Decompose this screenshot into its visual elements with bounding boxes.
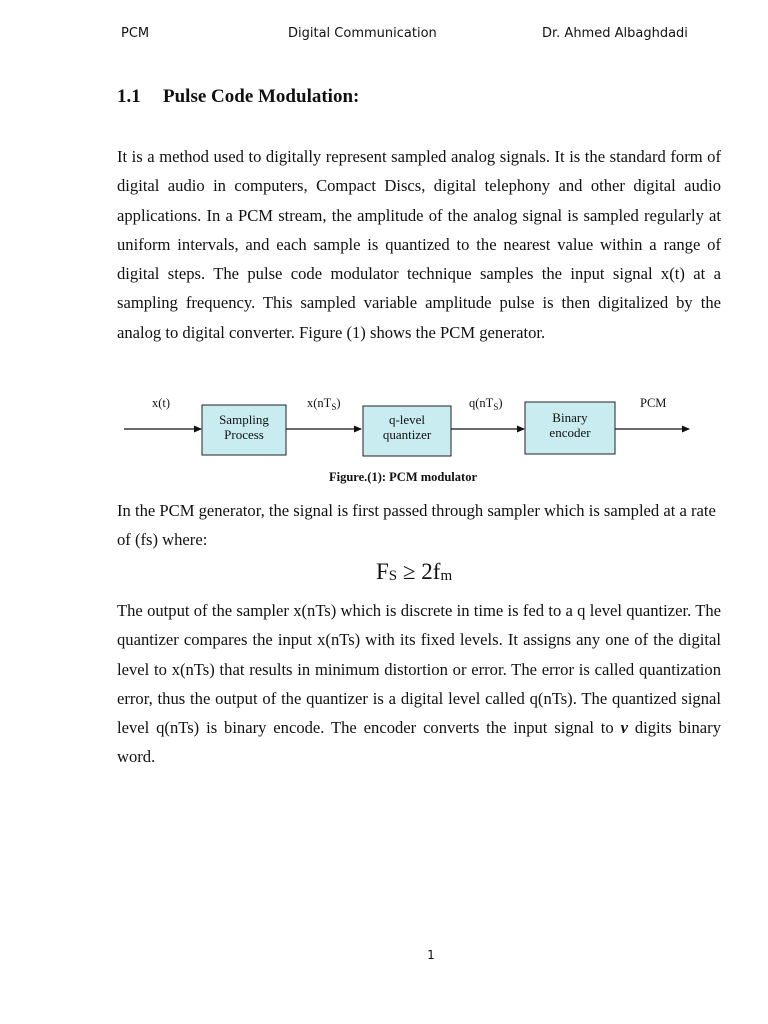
quantizer-label-line2: quantizer xyxy=(382,427,432,442)
header-author: Dr. Ahmed Albaghdadi xyxy=(542,26,688,41)
section-number: 1.1 xyxy=(117,86,141,107)
encoder-label-line2: encoder xyxy=(549,425,591,440)
signal-x-t: x(t) xyxy=(152,396,171,410)
sampler-label-line1: Sampling xyxy=(219,412,269,427)
page-number: 1 xyxy=(427,948,435,962)
section-heading xyxy=(117,86,359,108)
section-title: Pulse Code Modulation: xyxy=(163,86,360,107)
signal-x-nts: $x(nT_S)$ xyxy=(307,396,341,412)
digit-count-symbol: v xyxy=(620,718,628,738)
sampler-label-line2: Process xyxy=(224,427,264,442)
encoder-label-line1: Binary xyxy=(552,410,588,425)
header-left: PCM xyxy=(121,26,150,41)
generator-paragraph: In the PCM generator, the signal is first passed through sampler which is sampled at a rate of (fs) where: xyxy=(117,501,716,550)
sampling-rate-equation: $F_S \ge 2f_m$ xyxy=(376,559,453,584)
pcm-modulator-diagram xyxy=(118,386,698,490)
header-center: Digital Communication xyxy=(288,26,437,41)
signal-q-nts: $q(nT_S)$ xyxy=(469,396,503,412)
quantizer-paragraph: The output of the sampler x(nTs) which is discrete in time is fed to a q level quantizer. The quantizer compares the input x(nTs) with its fixed levels. It assigns any one of the digital level to x(nTs) that results in minimum distortion or error. The error is called quantization error, thus the output of the quantizer is a digital level called q(nTs). The quantized signal level q(nTs) is binary encode. The encoder converts the input signal to v digits binary word. xyxy=(117,601,721,767)
quantizer-label-line1: q-level xyxy=(388,412,426,427)
intro-paragraph: It is a method used to digitally represent sampled analog signals. It is the standard form of digital audio in computers, Compact Discs, digital telephony and other digital audio applications. In a PCM stream, the amplitude of the analog signal is sampled regularly at uniform intervals, and each sample is quantized to the nearest value within a range of digital steps. The pulse code modulator technique samples the input signal x(t) at a sampling frequency. This sampled variable amplitude pulse is then digitalized by the analog to digital converter. Figure (1) shows the PCM generator. xyxy=(117,147,721,342)
figure-caption: Figure.(1): PCM modulator xyxy=(328,470,478,484)
signal-pcm: PCM xyxy=(640,396,667,410)
